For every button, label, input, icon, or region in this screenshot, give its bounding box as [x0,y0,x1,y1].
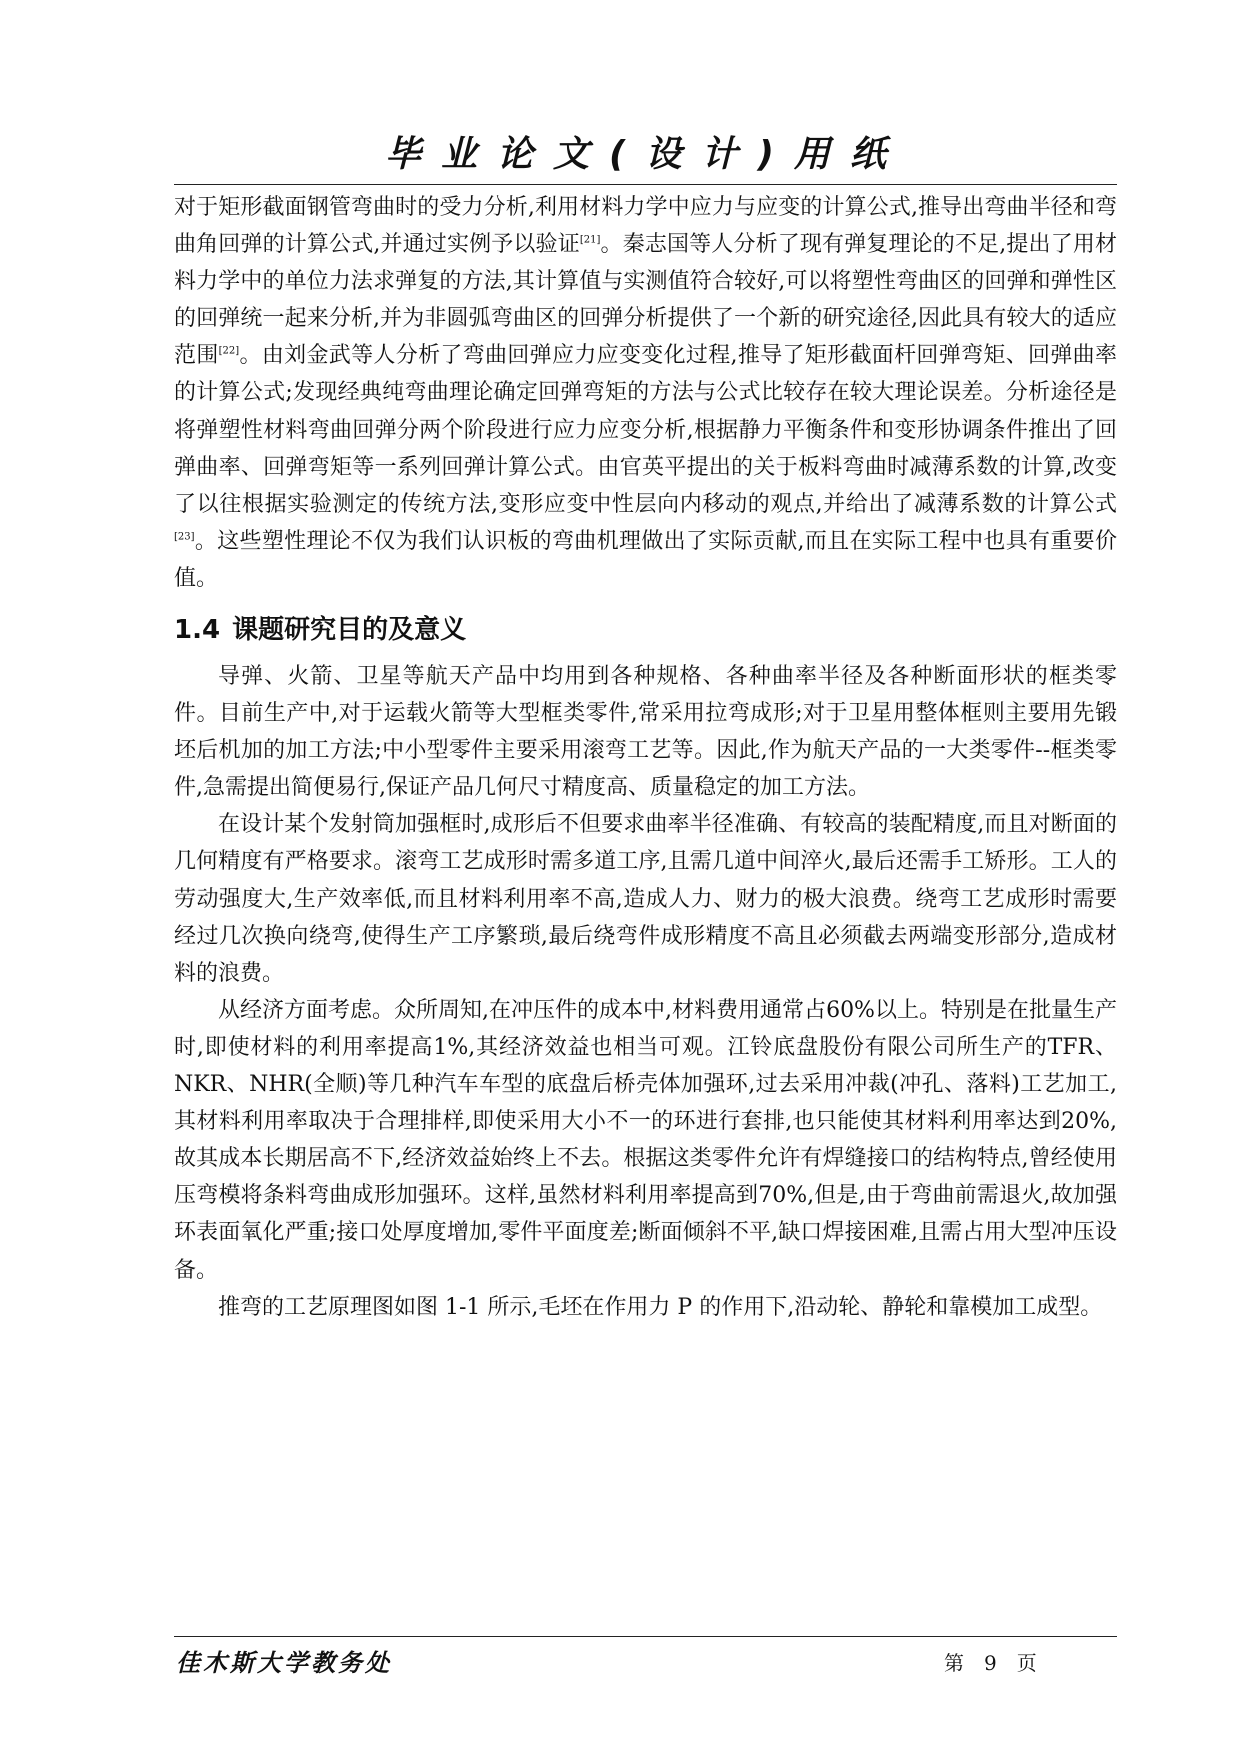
body-paragraph: 推弯的工艺原理图如图 1-1 所示,毛坯在作用力 P 的作用下,沿动轮、静轮和靠模加工成型。 [218,1294,1103,1320]
citation-ref: [23] [174,531,195,543]
page-suffix: 页 [1016,1651,1037,1675]
section-body [174,658,1117,1326]
intro-text-part: 对于矩形截面钢管弯曲时的受力分析,利用材料力学中应力与应变的计算公式,推导出弯曲半径和弯曲角回弹的计算公式,并通过实例予以验证 [174,195,1117,258]
body-paragraph: 从经济方面考虑。众所周知,在冲压件的成本中,材料费用通常占60%以上。特别是在批量生产时,即使材料的利用率提高1%,其经济效益也相当可观。江铃底盘股份有限公司所生产的TFR、NKR、NHR(全顺)等几种汽车车型的底盘后桥壳体加强环,过去采用冲裁(冲孔、落料)工艺加工,其材料利用率取决于合理排样,即使采用大小不一的环进行套排,也只能使其材料利用率达到20%,故其成本长期居高不下,经济效益始终上不去。根据这类零件允许有焊缝接口的结构特点,曾经使用压弯模将条料弯曲成形加强环。这样,虽然材料利用率提高到70%,但是,由于弯曲前需退火,故加强环表面氧化严重;接口处厚度增加,零件平面度差;断面倾斜不平,缺口焊接困难,且需占用大型冲压设备。 [174,997,1117,1283]
page-number-label [944,1647,1037,1676]
citation-ref: [21] [579,234,601,246]
citation-ref: [22] [218,346,240,358]
header-title: 毕业论文(设计)用纸 [385,134,906,175]
page-number: 9 [984,1651,997,1675]
intro-text-part: 。由刘金武等人分析了弯曲回弹应力应变变化过程,推导了矩形截面杆回弹弯矩、回弹曲率的计算公式;发现经典纯弯曲理论确定回弹弯矩的方法与公式比较存在较大理论误差。分析途径是将弹塑性材料弯曲回弹分两个阶段进行应力应变分析,根据静力平衡条件和变形协调条件推出了回弹曲率、回弹弯矩等一系列回弹计算公式。由官英平提出的关于板料弯曲时减薄系数的计算,改变了以往根据实验测定的传统方法,变形应变中性层向内移动的观点,并给出了减薄系数的计算公式 [174,343,1117,517]
body-paragraph: 导弹、火箭、卫星等航天产品中均用到各种规格、各种曲率半径及各种断面形状的框类零件。目前生产中,对于运载火箭等大型框类零件,常采用拉弯成形;对于卫星用整体框则主要用先锻坯后机加的加工方法;中小型零件主要采用滚弯工艺等。因此,作为航天产品的一大类零件--框类零件,急需提出简便易行,保证产品几何尺寸精度高、质量稳定的加工方法。 [174,664,1117,801]
section-title: 课题研究目的及意义 [232,615,467,645]
page-prefix: 第 [944,1651,964,1675]
section-number: 1.4 [174,615,221,645]
intro-text-part: 。秦志国等人分析了现有弹复理论的不足,提出了用材料力学中的单位力法求弹复的方法,其计算值与实测值符合较好,可以将塑性弯曲区的回弹和弹性区的回弹统一起来分析,并为非圆弧弯曲区的回弹分析提供了一个新的研究途径,因此具有较大的适应范围 [174,232,1117,369]
footer-organization: 佳木斯大学教务处 [176,1649,392,1677]
intro-text-part: 。这些塑性理论不仅为我们认识板的弯曲机理做出了实际贡献,而且在实际工程中也具有重要价值。 [174,528,1117,591]
page-footer [174,1636,1117,1687]
intro-text [174,189,1117,597]
intro-paragraph [174,189,1117,597]
page-header [174,128,1117,185]
section-heading [174,612,466,648]
body-paragraph: 在设计某个发射筒加强框时,成形后不但要求曲率半径准确、有较高的装配精度,而且对断面的几何精度有严格要求。滚弯工艺成形时需多道工序,且需几道中间淬火,最后还需手工矫形。工人的劳动强度大,生产效率低,而且材料利用率不高,造成人力、财力的极大浪费。绕弯工艺成形时需要经过几次换向绕弯,使得生产工序繁琐,最后绕弯件成形精度不高且必须截去两端变形部分,造成材料的浪费。 [174,812,1117,986]
